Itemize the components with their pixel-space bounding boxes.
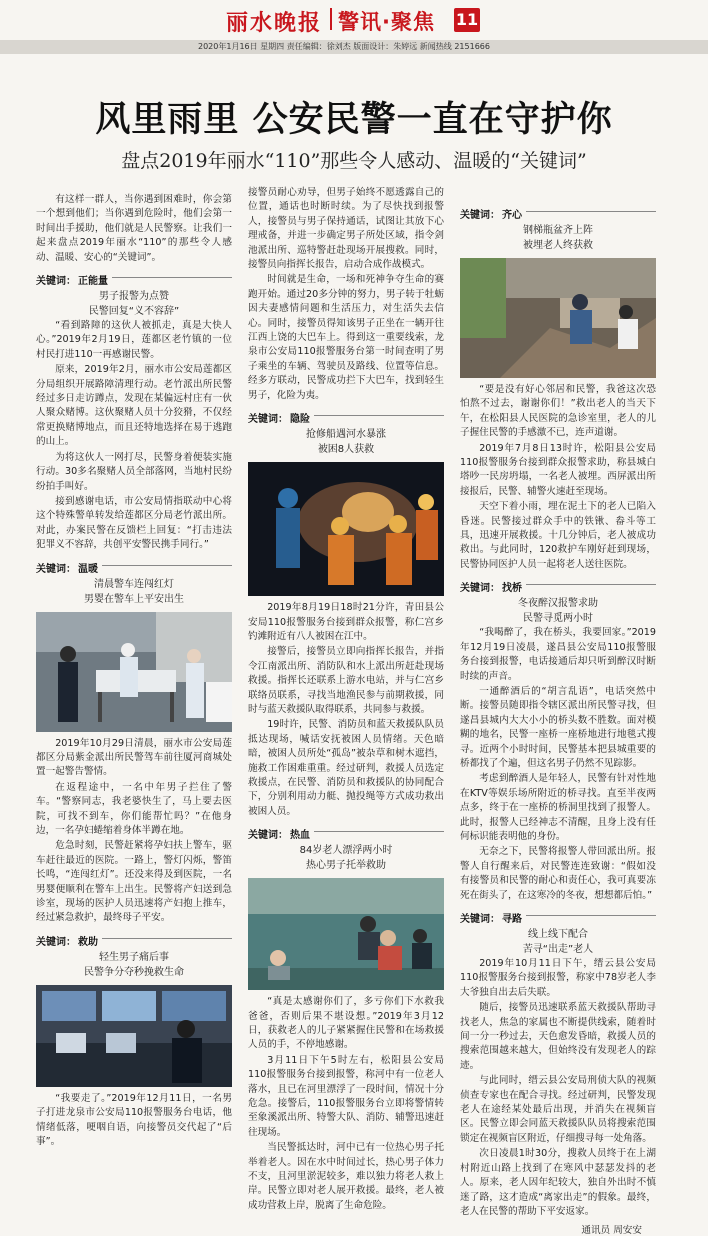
body-paragraph: 时间就是生命，一场和死神争夺生命的赛跑开始。通过20多分钟的努力，男子转于牡蛎因夫妻感情问题和生活压力，对生活失去信心。同时，接警员得知该男子正坐在一辆开往江西上饶的大巴车上。得到这一重要线索，龙泉市公安局110报警服务台第一时间查明了男子乘坐的车辆、驾驶员及路线、位置等信息。经多方联动，民警成功拦下大巴车，找到轻生男子，化险为夷。 — [248, 274, 444, 401]
page-number: 11 — [454, 8, 480, 32]
body-paragraph: 19时许，民警、消防员和蓝天救援队队员抵达现场，喊话安抚被困人员情绪。天色暗暗，被困人员所处“孤岛”被杂草和树木遮挡，施救工作困难重重。经过研判，救援人员选定救援点，在民警、消防员和救援队的协同配合下，分别利用动力艇、抛投绳等方式成功救出被困人员。 — [248, 719, 444, 817]
body-paragraph: “真是太感谢你们了，多亏你们下水救我爸爸，否则后果不堪设想。”2019年3月12日，获救老人的儿子紧紧握住民警和在场救援人员的手，不停地感谢。 — [248, 996, 444, 1051]
body-paragraph: 在返程途中，一名中年男子拦住了警车。“警察同志，我老婆快生了，马上要去医院，可找不到车，你们能帮忙吗？”在他身边，一名孕妇蜷缩着身体半蹲在地。 — [36, 781, 232, 836]
keyword: 正能量 — [78, 276, 108, 288]
subtitle-1: 抢修船遇河水暴涨 — [306, 429, 386, 441]
section-yinxian — [248, 410, 444, 819]
body-paragraph: 当民警抵达时，河中已有一位热心男子托举着老人。因在水中时间过长，热心男子体力不支，且河里淤泥较多，难以独力将老人救上岸。民警立即对老人展开救援。最终，老人被成功营救上岸，脱离了生命危险。 — [248, 1142, 444, 1211]
body-paragraph: 危急时刻，民警赶紧将孕妇扶上警车，驱车赶往最近的医院。一路上，警灯闪烁，警笛长鸣，“连闯红灯”。还没来得及到医院，一名男婴便顺利在警车上出生。民警将产妇送到急诊室，现场的医护人员迅速将产妇抱上推车，经过紧急救护，最终母子平安。 — [36, 840, 232, 924]
subtitle-2: 热心男子托举救助 — [306, 860, 386, 872]
body-paragraph: 2019年10月11日下午，缙云县公安局110报警服务台接到报警，称家中78岁老人李大爷独自出去后失联。 — [460, 958, 656, 998]
body-paragraph: “我要走了。”2019年12月11日，一名男子打进龙泉市公安局110报警服务台电话，他情绪低落，哽咽自语，向接警员交代起了“后事”。 — [36, 1092, 232, 1148]
river-rescue-photo — [248, 878, 444, 990]
keyword-label: 关键词： — [460, 210, 500, 221]
section-zhaoqiao — [460, 579, 656, 903]
keyword: 救助 — [78, 936, 98, 948]
column-1 — [36, 193, 232, 1150]
keyword: 温暖 — [78, 563, 98, 575]
info-bar — [0, 40, 708, 54]
byline: 通讯员 周安安 — [581, 1225, 642, 1236]
body-paragraph: 一通醉酒后的“胡言乱语”，电话突然中断。接警员随即指令辖区派出所民警寻找，但遂昌县城内大大小小的桥头数不胜数。面对模糊的地名，民警一座桥一座桥地进行地毯式搜寻。近两个小时时间，民警基本把县城重要的桥都找了个遍，但这名男子仍然不见踪影。 — [460, 685, 656, 769]
body-paragraph: 2019年10月29日清晨，丽水市公安局莲都区分局紫金派出所民警驾车前往厦河商城处置一起警告警情。 — [36, 737, 232, 778]
body-paragraph: 随后，接警员迅速联系蓝天救援队帮助寻找老人，焦急的家属也不断提供线索，随着时间一分一秒过去，天色愈发昏暗，救援人员的搜索范围越来越大，但始终没有发现老人的踪迹。 — [460, 1002, 656, 1071]
subtitle-2: 民警回复“义不容辞” — [88, 306, 180, 318]
subheadline: 盘点2019年丽水“110”那些令人感动、温暖的“关键词” — [121, 150, 587, 172]
keyword-heading — [460, 579, 656, 594]
body-paragraph: 接警员耐心劝导，但男子始终不愿透露自己的位置，通话也时断时续。为了尽快找到报警人，接警员与男子保持通话，试图让其放下心理戒备，并进一步确定男子所处区域，指令剑池派出所、巡特警赶赴现场开展搜救。同时，接警员向指挥长报告，启动合成作战模式。 — [248, 187, 444, 271]
body-paragraph: 考虑到醉酒人是年轻人，民警有针对性地在KTV等娱乐场所附近的桥寻找。直至半夜两点多，终于在一座桥的桥洞里找到了报警人。此时，报警人已经神志不清醒，且身上没有任何标识能表明他的身份。 — [460, 773, 656, 842]
body-paragraph: 接到感谢电话，市公安局情指联动中心将这个特殊警单转发给莲都区分局老竹派出所。对此，办案民警在反馈栏上回复：“打击违法犯罪义不容辞，共创平安警民携手同行。” — [36, 495, 232, 551]
keyword-label: 关键词： — [36, 563, 76, 575]
body-paragraph: 3月11日下午5时左右，松阳县公安局110报警服务台接到报警，称河中有一位老人落水，且已在河里漂浮了一段时间，情况十分危急。接警后，110报警服务台立即将警情转至象溪派出所、特警大队、消防、辅警迅速赶往现场。 — [248, 1054, 444, 1138]
section-rexue — [248, 826, 444, 1213]
body-paragraph: “要是没有好心邻居和民警，我爸这次恐怕熬不过去，谢谢你们！”救出老人的当天下午，在松阳县人民医院的急诊室里，老人的儿子握住民警的手感激不已，连声道谢。 — [460, 384, 656, 439]
section-zhengnengliang — [36, 272, 232, 553]
body-paragraph: “看到路障的这伙人被抓走，真是大快人心。”2019年2月19日，莲都区老竹镇的一位村民打进110一再感谢民警。 — [36, 320, 232, 360]
subtitle-2: 民警寻觅两小时 — [523, 613, 593, 625]
section-jiuzhu — [36, 933, 232, 1150]
section-wennuan — [36, 560, 232, 926]
keyword-label: 关键词： — [460, 583, 500, 595]
keyword: 寻路 — [502, 914, 522, 925]
column-2 — [248, 186, 444, 1214]
keyword-heading — [36, 560, 232, 575]
body-paragraph: 接警后，接警员立即向指挥长报告，并指令江南派出所、消防队和水上派出所赶赴现场救援。指挥长还联系上游水电站，并与仁宫乡联络员联系，寻找当地渔民参与前期救援，同时与蓝天救援队取得联系，共同参与救援。 — [248, 646, 444, 715]
body-paragraph: 与此同时，缙云县公安局刑侦大队的视频侦查专家也在配合寻找。经过研判，民警发现老人在途经某处最后出现，并消失在视频盲区。民警立即会同蓝天救援队队员将搜索范围锁定在视频盲区附近，仔细搜寻每一处角落。 — [460, 1075, 656, 1144]
keyword-heading — [460, 206, 656, 221]
subtitle-1: 轻生男子痛后事 — [99, 951, 169, 963]
headline: 风里雨里 公安民警一直在守护你 — [95, 100, 613, 140]
subtitle-1: 线上线下配合 — [528, 929, 588, 940]
keyword-heading — [248, 826, 444, 841]
keyword-label: 关键词： — [248, 830, 288, 842]
subtitle-2: 被困8人获救 — [317, 444, 375, 456]
keyword-label: 关键词： — [36, 936, 76, 948]
keyword-heading — [460, 910, 656, 925]
body-paragraph: 原来，2019年2月，丽水市公安局莲都区分局组织开展路障清理行动。老竹派出所民警经过多日走访蹲点，发现在某偏远村庄有一伙人聚众赌博。这伙聚赌人员十分狡猾，不仅经常更换赌博地点，而且还特地选择在易于逃跑的山上。 — [36, 364, 232, 448]
hospital-photo — [36, 612, 232, 732]
body-paragraph: “我喝醉了，我在桥头，我要回家。”2019年12月19日凌晨，遂昌县公安局110报警服务台接到报警，电话接通后却只听到醉汉时断时续的声音。 — [460, 627, 656, 682]
section-name: 警讯·聚焦 — [338, 10, 435, 34]
subtitle-2: 男婴在警车上平安出生 — [84, 593, 184, 605]
intro-paragraph: 有这样一群人，当你遇到困难时，你会第一个想到他们；当你遇到危险时，他们会第一时间出手援助，他们就是人民警察。让我们一起来盘点2019年丽水“110”的那些令人感动、温暖、安心的“关键词”。 — [36, 194, 232, 263]
subtitle-2: 被埋老人终获救 — [523, 240, 593, 251]
keyword: 齐心 — [502, 210, 522, 221]
keyword-heading — [36, 933, 232, 948]
section-xunlu — [460, 910, 656, 1219]
keyword: 热血 — [290, 830, 310, 842]
masthead — [0, 0, 708, 40]
keyword-label: 关键词： — [248, 414, 288, 426]
keyword-label: 关键词： — [36, 276, 76, 288]
subtitle-1: 男子报警为点赞 — [99, 291, 169, 303]
command-center-photo — [36, 985, 232, 1087]
subtitle-1: 84岁老人漂浮两小时 — [299, 845, 393, 857]
masthead-divider — [330, 8, 332, 30]
keyword: 隐险 — [290, 414, 310, 426]
collapse-rescue-photo — [460, 258, 656, 378]
issue-info: 2020年1月16日 星期四 责任编辑：徐刘杰 版面设计：朱婷远 新闻热线 2151666 — [198, 42, 490, 51]
keyword-heading — [36, 272, 232, 287]
subtitle-1: 清晨警车连闯红灯 — [94, 578, 174, 590]
body-paragraph: 次日凌晨1时30分，搜救人员终于在上湖村附近山路上找到了在寒风中瑟瑟发抖的老人。原来，老人因年纪较大，独自外出时不慎迷了路，这才造成“离家出走”的假象。最终，老人在民警的帮助下平安返家。 — [460, 1148, 656, 1217]
subtitle-1: 冬夜醉汉报警求助 — [518, 598, 598, 610]
keyword: 找桥 — [502, 583, 522, 595]
section-qixin — [460, 206, 656, 572]
keyword-heading — [248, 410, 444, 425]
subtitle-1: 钢梯瓶盆齐上阵 — [523, 225, 593, 236]
body-paragraph: 无奈之下，民警将报警人带回派出所。报警人自行醒来后，对民警连连致谢：“假如没有接警员和民警的耐心和责任心，我可真要冻死在街头了，在这寒冷的冬夜，想想都后怕。” — [460, 846, 656, 901]
subtitle-2: 苦寻“出走”老人 — [522, 944, 594, 955]
subtitle-2: 民警争分夺秒挽救生命 — [84, 966, 184, 978]
newspaper-brand: 丽水晚报 — [226, 10, 323, 36]
body-paragraph: 2019年7月8日13时许，松阳县公安局110报警服务台接到群众报警求助，称县城白塔吵一民房坍塌，一名老人被埋。西屏派出所接报后，民警、辅警火速赶至现场。 — [460, 442, 656, 497]
column-3 — [460, 206, 656, 1236]
keyword-label: 关键词： — [460, 914, 500, 925]
body-paragraph: 2019年8月19日18时21分许，青田县公安局110报警服务台接到群众报警，称仁宫乡钓滩附近有八人被困在江中。 — [248, 602, 444, 642]
body-paragraph: 为将这伙人一网打尽，民警身着便装实施行动。30多名聚赌人员全部落网，当地村民纷纷拍手叫好。 — [36, 451, 232, 492]
night-rescue-photo — [248, 462, 444, 596]
body-paragraph: 天空下着小雨，埋在泥土下的老人已陷入昏迷。民警接过群众手中的铁锹、畚斗等工具，迅速开展救援。十几分钟后，老人被成功救出。与此同时，120救护车刚好赶到现场，民警协同医护人员一起将老人送往医院。 — [460, 501, 656, 570]
